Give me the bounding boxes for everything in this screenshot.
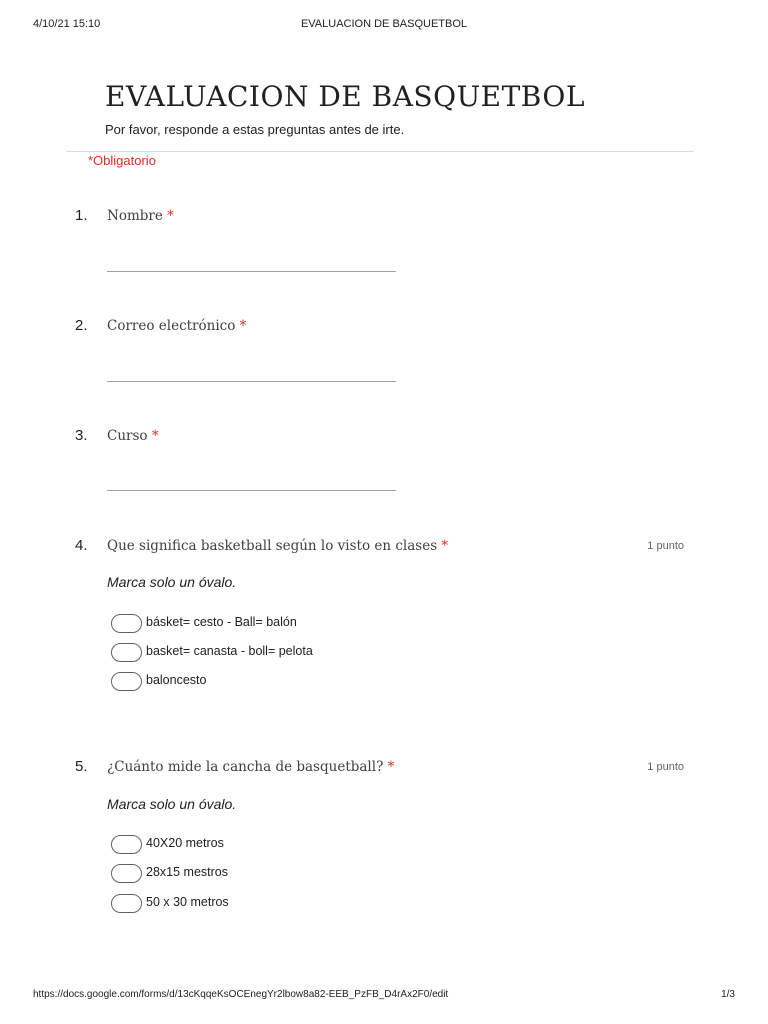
question-number: 3. [75, 427, 88, 444]
print-footer [33, 989, 735, 1003]
required-note: *Obligatorio [88, 153, 156, 168]
required-asterisk: * [151, 428, 159, 444]
radio-oval[interactable] [111, 864, 142, 883]
option-label: 28x15 mestros [146, 865, 228, 879]
question-text: Nombre * [107, 208, 174, 224]
radio-oval[interactable] [111, 894, 142, 913]
print-page-number: 1/3 [721, 989, 735, 1000]
question-text: Curso * [107, 428, 159, 444]
header-divider [66, 151, 694, 152]
question-instruction: Marca solo un óvalo. [107, 574, 237, 590]
print-header [33, 18, 735, 32]
required-asterisk: * [239, 318, 247, 334]
form-description: Por favor, responde a estas preguntas antes de irte. [105, 122, 405, 137]
question-instruction: Marca solo un óvalo. [107, 796, 237, 812]
question-number: 5. [75, 758, 88, 775]
radio-oval[interactable] [111, 643, 142, 662]
correo-answer-field[interactable] [107, 381, 396, 382]
form-title: EVALUACION DE BASQUETBOL [105, 80, 585, 113]
radio-oval[interactable] [111, 835, 142, 854]
required-asterisk: * [167, 208, 174, 224]
option-label: baloncesto [146, 673, 207, 687]
question-points: 1 punto [647, 540, 684, 552]
print-datetime: 4/10/21 15:10 [33, 18, 101, 30]
option-label: basket= canasta - boll= pelota [146, 644, 313, 658]
radio-oval[interactable] [111, 672, 142, 691]
question-number: 1. [75, 207, 88, 224]
option-label: básket= cesto - Ball= balón [146, 615, 297, 629]
question-number: 2. [75, 317, 88, 334]
option-label: 40X20 metros [146, 836, 224, 850]
required-asterisk: * [441, 538, 449, 554]
print-doc-title: EVALUACION DE BASQUETBOL [300, 18, 468, 30]
question-text: ¿Cuánto mide la cancha de basquetball? * [107, 759, 395, 775]
nombre-answer-field[interactable] [107, 271, 396, 272]
print-url: https://docs.google.com/forms/d/13cKqqeKsOCEnegYr2lbow8a82-EEB_PzFB_D4rAx2F0/edit [33, 989, 449, 1000]
question-points: 1 punto [647, 761, 684, 773]
question-text: Que significa basketball según lo visto en clases * [107, 538, 449, 554]
radio-oval[interactable] [111, 614, 142, 633]
question-text: Correo electrónico * [107, 318, 247, 334]
curso-answer-field[interactable] [107, 490, 396, 491]
question-number: 4. [75, 537, 88, 554]
option-label: 50 x 30 metros [146, 895, 229, 909]
required-asterisk: * [387, 759, 395, 775]
